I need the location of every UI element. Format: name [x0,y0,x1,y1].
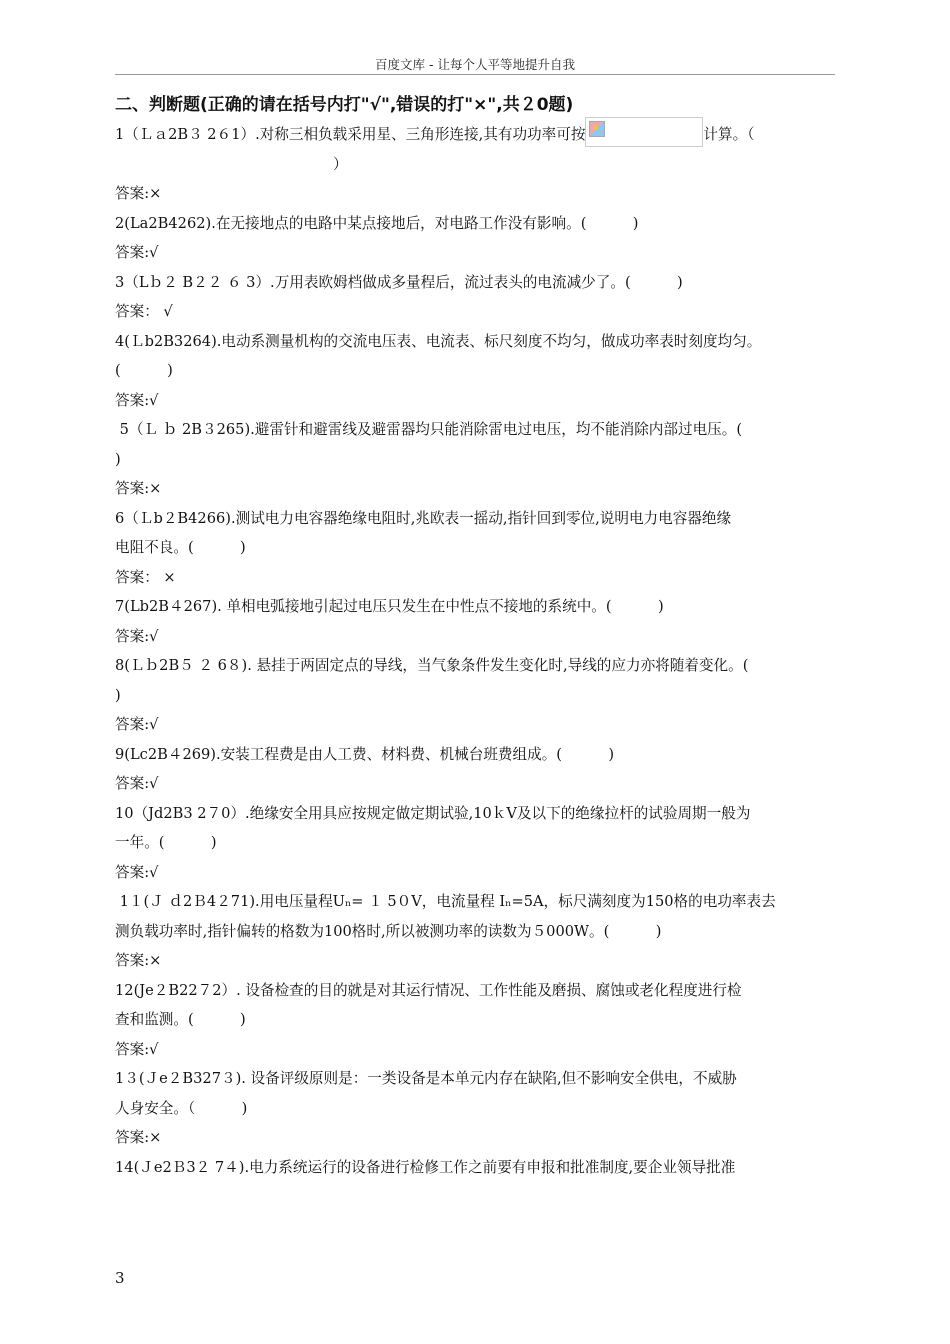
question-line: 12(Je２B22７2）. 设备检查的目的就是对其运行情况、工作性能及磨损、腐蚀或老化程度进行检 [115,981,742,999]
question-line: 1３(Ｊe２B327３). 设备评级原则是：一类设备是本单元内存在缺陷,但不影响安全供电，不威胁 [115,1070,737,1087]
answer-line: 答案： √ [115,303,173,320]
question-line: 5（Ｌ ｂ 2B３265).避雷针和避雷线及避雷器均只能消除雷电过电压，均不能消除内部过电压。( [115,421,743,438]
question-line [115,120,840,150]
question-line: 电阻不良。( ) [115,539,246,556]
section-title: 二、判断题(正确的请在括号内打"√",错误的打"×",共２0题) [115,95,574,115]
page-header: 百度文库 - 让每个人平等地提升自我 [115,58,835,75]
answer-line: 答案:√ [115,863,159,881]
answer-line: 答案:× [115,1129,162,1146]
answer-line: 答案： × [115,568,176,586]
question-line: 6（Ｌb２B4266).测试电力电容器绝缘电阻时,兆欧表一摇动,指针回到零位,说明电力电容器绝缘 [115,509,732,527]
question-line: ) [115,450,121,468]
answer-line: 答案:√ [115,627,159,645]
question-text: 1（Ｌａ2B３ 2６1）.对称三相负载采用星、三角形连接,其有功功率可按 [115,126,586,143]
answer-line: 答案:√ [115,716,159,733]
answer-line: 答案:√ [115,244,159,261]
question-text-tail: 计算。（ [703,126,755,143]
question-line: 查和监测。( ) [115,1011,246,1028]
document-body [115,91,840,1182]
answer-line: 答案:× [115,480,162,497]
question-line: 9(Lc2B４269).安装工程费是由人工费、材料费、机械台班费组成。( ) [115,745,615,763]
question-line: 一年。( ) [115,834,217,851]
question-line: ） [115,155,348,173]
question-line: 3（Lｂ２ B２２ ６ 3）.万用表欧姆档做成多量程后，流过表头的电流减少了。( ) [115,273,683,291]
question-line: 7(Lb2B４267). 单相电弧接地引起过电压只发生在中性点不接地的系统中。( ) [115,598,664,615]
question-line: ( ) [115,362,173,379]
question-line: 人身安全。（ ) [115,1099,248,1117]
answer-line: 答案:× [115,952,162,969]
question-line: 测负载功率时,指针偏转的格数为100格时,所以被测功率的读数为５000W。( ) [115,922,662,940]
formula-image-placeholder [585,117,703,147]
page-number: 3 [115,1269,125,1287]
answer-line: 答案:√ [115,1040,159,1058]
question-line: 2(La2B4262).在无接地点的电路中某点接地后，对电路工作没有影响。( ) [115,214,639,232]
answer-line: 答案:× [115,185,162,202]
question-line: 14(Ｊe2Ｂ3２ 7４).电力系统运行的设备进行检修工作之前要有申报和批准制度,要企业领导批准 [115,1158,736,1176]
question-line: 1１(Ｊ ｄ2Ｂ4２71).用电压量程Uₙ= １ 5０V，电流量程 Iₙ=5A，标尺满刻度为150格的电功率表去 [115,893,776,910]
answer-line: 答案:√ [115,775,159,792]
broken-image-icon [589,121,605,137]
question-line: ) [115,686,121,704]
question-line: 8(Ｌｂ2B５ ２ 6８). 悬挂于两固定点的导线，当气象条件发生变化时,导线的应力亦将随着变化。( [115,657,749,674]
answer-line: 答案:√ [115,391,159,409]
question-line: 4(Ｌb2B3264).电动系测量机构的交流电压表、电流表、标尺刻度不均匀，做成功率表时刻度均匀。 [115,332,762,350]
question-line: 10（Jd2B3 2７0）.绝缘安全用具应按规定做定期试验,10ｋV及以下的绝缘拉杆的试验周期一般为 [115,804,751,822]
